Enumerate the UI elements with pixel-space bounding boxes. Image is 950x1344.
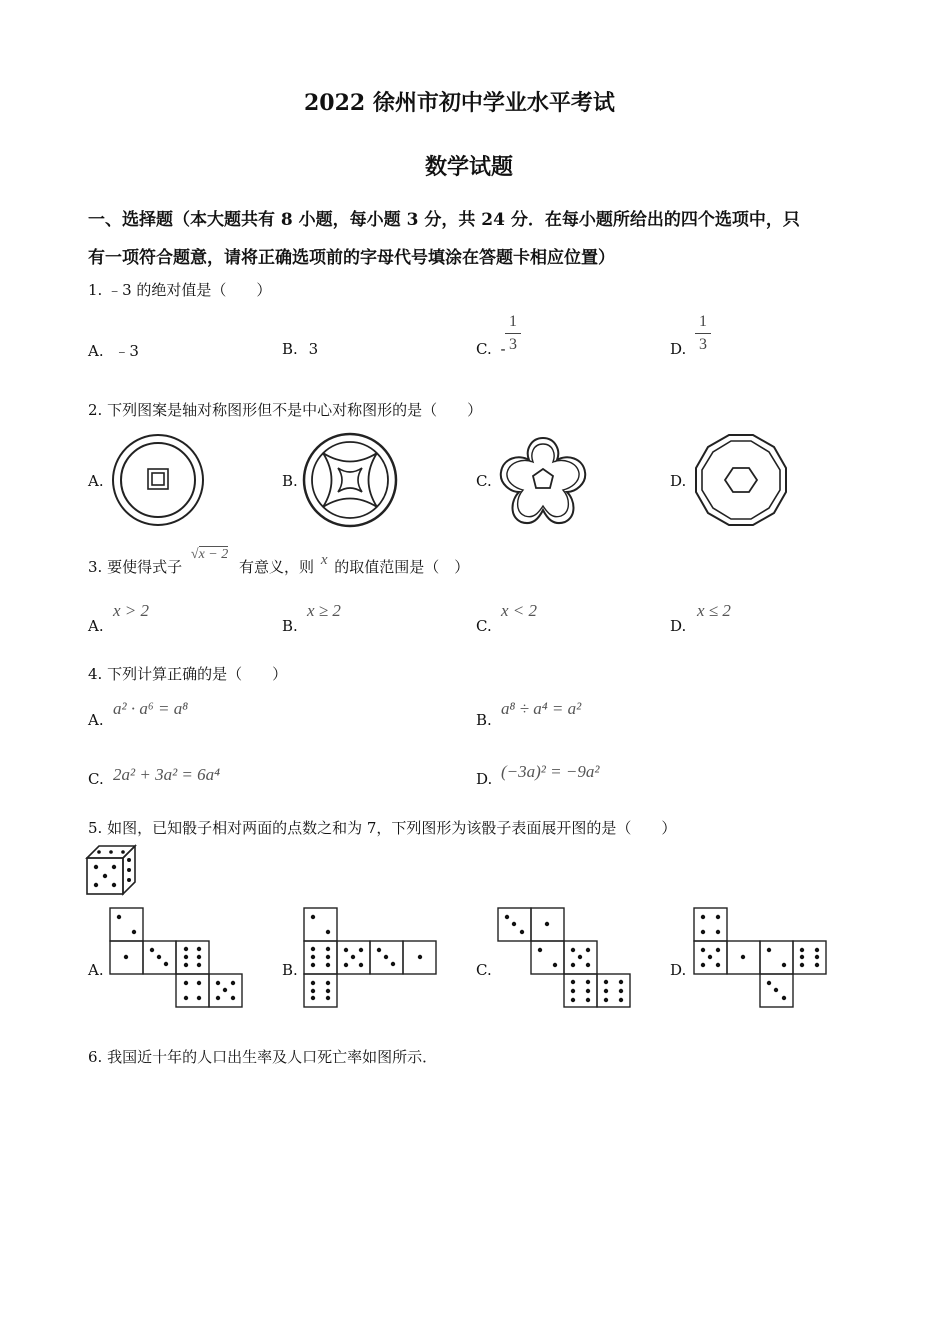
q1-option-c-numerator: 1 [509, 313, 517, 330]
section-heading-line1: 一、选择题（本大题共有 8 小题，每小题 3 分，共 24 分．在每小题所给出的四个选项中，只 [88, 210, 800, 230]
q3-option-a-letter[interactable]: A. [88, 617, 104, 635]
q6-stem: 6. 我国近十年的人口出生率及人口死亡率如图所示． [88, 1048, 438, 1066]
q3-option-c-expr: x < 2 [501, 601, 538, 620]
q4-option-a-letter[interactable]: A. [88, 711, 104, 729]
q1-option-c[interactable] [476, 340, 506, 358]
dice-net-a-figure [109, 907, 245, 1007]
coin-star-figure [300, 430, 400, 530]
q3-option-b-expr: x ≥ 2 [307, 601, 341, 620]
q4-option-d-letter[interactable]: D. [476, 770, 493, 788]
q3-variable: x [320, 552, 328, 568]
q1-option-a-letter: A. [88, 342, 104, 360]
q5-stem: 5. 如图，已知骰子相对两面的点数之和为 7，下列图形为该骰子表面展开图的是（ ） [88, 819, 677, 837]
q3-option-b-letter[interactable]: B. [282, 617, 298, 635]
q4-option-c-letter[interactable]: C. [88, 770, 104, 788]
q3-option-c-letter[interactable]: C. [476, 617, 492, 635]
q4-option-b-expr: a⁸ ÷ a⁴ = a² [501, 699, 582, 718]
q1-option-c-fraction [505, 313, 521, 354]
q5-option-c-letter[interactable]: C. [476, 961, 492, 979]
q1-option-c-letter: C. [476, 340, 492, 358]
q3-radical-expression: √x − 2 [190, 547, 229, 562]
q1-option-d-denominator: 3 [699, 336, 707, 353]
q1-option-a[interactable] [88, 340, 139, 361]
q3-radicand: x − 2 [198, 547, 229, 562]
q3-option-d-letter[interactable]: D. [670, 617, 687, 635]
dice-net-c-figure [497, 907, 633, 1007]
q1-option-d-letter: D. [670, 340, 687, 358]
q5-option-b-letter[interactable]: B. [282, 961, 298, 979]
exam-subtitle: 数学试题 [425, 154, 514, 180]
q1-option-c-denominator: 3 [509, 336, 517, 353]
dice-net-b-figure [303, 907, 439, 1007]
flower-pentagon-figure [493, 430, 593, 530]
q4-stem: 4. 下列计算正确的是（ ） [88, 665, 288, 683]
q1-option-b[interactable] [282, 340, 318, 358]
q2-option-c-letter[interactable]: C. [476, 472, 492, 490]
q1-option-d-numerator: 1 [699, 313, 707, 330]
q1-option-d[interactable] [670, 340, 686, 358]
q4-option-a-expr: a² · a⁶ = a⁸ [113, 699, 189, 718]
q1-option-a-text: ﹣3 [114, 342, 139, 360]
dodecagon-hexagon-figure [691, 430, 791, 530]
q2-stem: 2. 下列图案是轴对称图形但不是中心对称图形的是（ ） [88, 401, 483, 419]
q1-stem: 1. ﹣3 的绝对值是（ ） [88, 281, 272, 299]
q5-option-a-letter[interactable]: A. [88, 961, 104, 979]
q3-option-d-expr: x ≤ 2 [697, 601, 731, 620]
q4-option-b-letter[interactable]: B. [476, 711, 492, 729]
coin-square-hole-figure [108, 430, 208, 530]
q3-option-a-expr: x > 2 [113, 601, 150, 620]
q1-option-b-text: 3 [308, 340, 319, 358]
exam-title: 2022 徐州市初中学业水平考试 [304, 90, 615, 116]
q3-stem-after: 的取值范围是（ ） [334, 558, 470, 576]
dice-net-d-figure [693, 907, 829, 1007]
q5-option-d-letter[interactable]: D. [670, 961, 687, 979]
q1-option-b-letter: B. [282, 340, 298, 358]
section-heading-line2: 有一项符合题意，请将正确选项前的字母代号填涂在答题卡相应位置） [88, 248, 615, 268]
q4-option-d-expr: (−3a)² = −9a² [501, 762, 600, 781]
q3-stem [88, 547, 470, 577]
q2-option-a-letter[interactable]: A. [88, 472, 104, 490]
q4-option-c-expr: 2a² + 3a² = 6a⁴ [113, 765, 221, 784]
q2-option-d-letter[interactable]: D. [670, 472, 687, 490]
q3-stem-middle: 有意义，则 [239, 558, 315, 576]
q1-option-c-sign: - [500, 340, 506, 358]
q2-option-b-letter[interactable]: B. [282, 472, 298, 490]
q1-option-d-fraction [695, 313, 711, 354]
q3-stem-before: 3. 要使得式子 [88, 558, 183, 576]
dice-cube-figure [85, 844, 145, 904]
